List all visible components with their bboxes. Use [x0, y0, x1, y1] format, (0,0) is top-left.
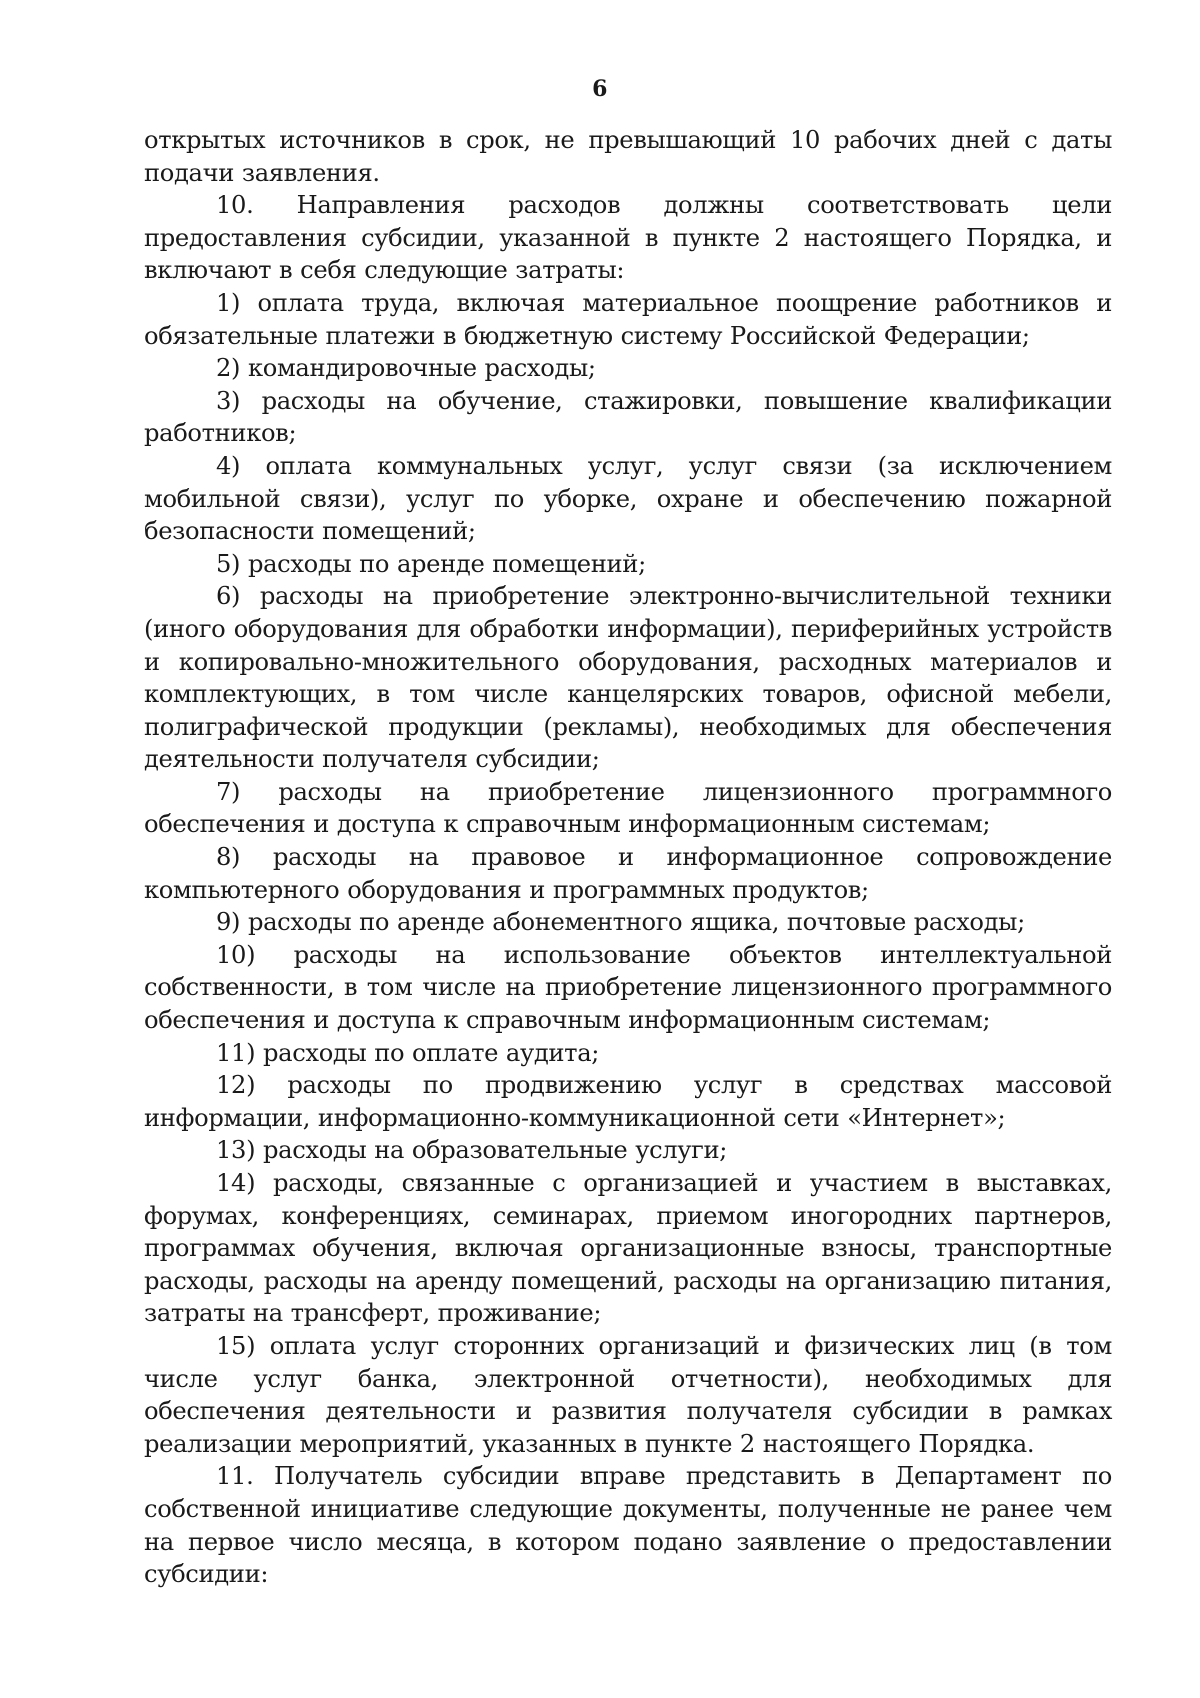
list-item-9: 9) расходы по аренде абонементного ящика, почтовые расходы;	[216, 908, 1025, 937]
list-item-5: 5) расходы по аренде помещений;	[216, 549, 646, 578]
list-item-15: 15) оплата услуг сторонних организаций и физических лиц (в том числе услуг банка, электронной отчетности), необходимых для обеспечения деятельности и развития получателя субсидии в рамках реализации мероприятий, указанных в пункте 2 настоящего Порядка.	[144, 1331, 1112, 1458]
list-item-11: 11) расходы по оплате аудита;	[216, 1038, 600, 1067]
list-item-7: 7) расходы на приобретение лицензионного программного обеспечения и доступа к справочным информационным системам;	[144, 777, 1112, 839]
list-item-6: 6) расходы на приобретение электронно-вычислительной техники (иного оборудования для обработки информации), периферийных устройств и копировально-множительного оборудования, расходных материалов и комплектующих, в том числе канцелярских товаров, офисной мебели, полиграфической продукции (рекламы), необходимых для обеспечения деятельности получателя субсидии;	[144, 582, 1112, 774]
list-item-1: 1) оплата труда, включая материальное поощрение работников и обязательные платежи в бюджетную систему Российской Федерации;	[144, 288, 1112, 350]
paragraph-continuation: открытых источников в срок, не превышающий 10 рабочих дней с даты подачи заявления.	[144, 126, 1112, 187]
list-item-13: 13) расходы на образовательные услуги;	[216, 1136, 728, 1165]
list-item-4: 4) оплата коммунальных услуг, услуг связи (за исключением мобильной связи), услуг по уборке, охране и обеспечению пожарной безопасности помещений;	[144, 451, 1112, 546]
list-item-3: 3) расходы на обучение, стажировки, повышение квалификации работников;	[144, 386, 1112, 448]
page-number: 6	[592, 76, 608, 102]
list-item-10: 10) расходы на использование объектов интеллектуальной собственности, в том числе на приобретение лицензионного программного обеспечения и доступа к справочным информационным системам;	[144, 940, 1112, 1035]
list-item-14: 14) расходы, связанные с организацией и участием в выставках, форумах, конференциях, семинарах, приемом иногородних партнеров, программах обучения, включая организационные взносы, транспортные расходы, расходы на аренду помещений, расходы на организацию питания, затраты на трансферт, проживание;	[144, 1169, 1112, 1328]
list-item-8: 8) расходы на правовое и информационное сопровождение компьютерного оборудования и программных продуктов;	[144, 843, 1112, 904]
list-item-2: 2) командировочные расходы;	[216, 354, 596, 383]
list-item-12: 12) расходы по продвижению услуг в средствах массовой информации, информационно-коммуникационной сети «Интернет»;	[144, 1071, 1112, 1132]
paragraph-item-11: 11. Получатель субсидии вправе представить в Департамент по собственной инициативе следующие документы, полученные не ранее чем на первое число месяца, в котором подано заявление о предоставлении субсидии:	[144, 1462, 1112, 1589]
document-body	[144, 124, 1112, 1591]
paragraph-item-10: 10. Направления расходов должны соответствовать цели предоставления субсидии, указанной в пункте 2 настоящего Порядка, и включают в себя следующие затраты:	[144, 191, 1112, 285]
